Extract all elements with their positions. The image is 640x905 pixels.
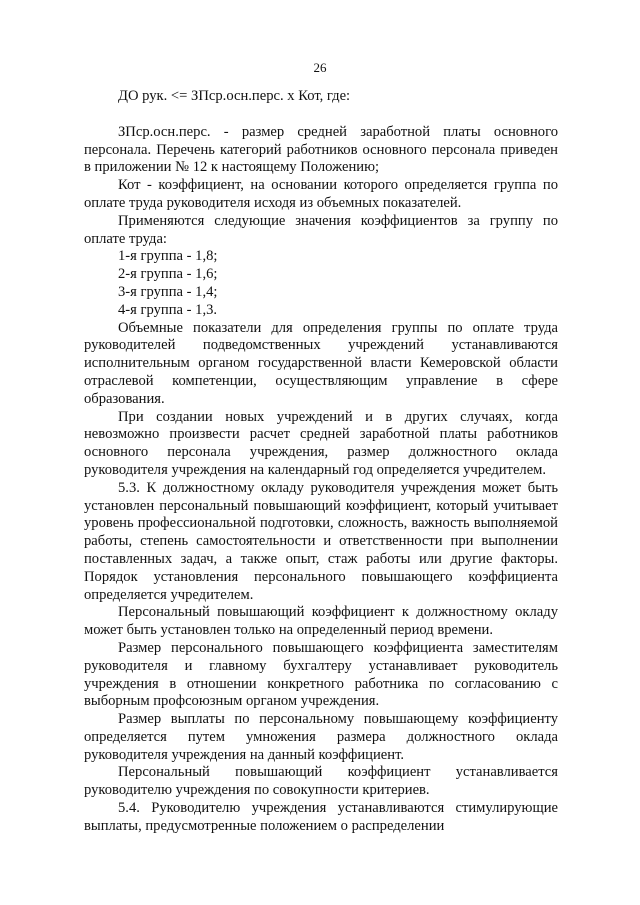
paragraph-deputies-coefficient: Размер персонального повышающего коэффициента заместителям руководителя и главному бухгалтеру устанавливает руководитель учреждения в отношении конкретного работника по согласованию с выборным профсоюзным органом учреждения. (84, 639, 558, 710)
group-item: 1-я группа - 1,8; (118, 248, 218, 265)
group-item: 4-я группа - 1,3. (118, 301, 218, 318)
paragraph-payment-size: Размер выплаты по персональному повышающему коэффициенту определяется путем умножения размера должностного оклада руководителя учреждения на данный коэффициент. (84, 711, 558, 763)
paragraph-coefficients-intro: Применяются следующие значения коэффициентов за группу по оплате труда: (84, 212, 558, 247)
group-item: 2-я группа - 1,6; (118, 266, 218, 283)
paragraph-criteria: Персональный повышающий коэффициент устанавливается руководителю учреждения по совокупности критериев. (84, 764, 558, 799)
paragraph-kot-definition: Кот - коэффициент, на основании которого определяется группа по оплате труда руководителя исходя из объемных показателей. (84, 177, 558, 211)
document-body (84, 88, 558, 836)
group-item: 3-я группа - 1,4; (118, 283, 218, 300)
paragraph-5-3: 5.3. К должностному окладу руководителя учреждения может быть установлен персональный повышающий коэффициент, который учитывает уровень профессиональной подготовки, сложность, важность выполняемой работы, степень самостоятельности и ответственности при выполнении поставленных задач, а также опыт, стаж работы или другие факторы. Порядок установления персонального повышающего коэффициента определяется учредителем. (84, 479, 558, 603)
paragraph-coefficient-period: Персональный повышающий коэффициент к должностному окладу может быть установлен только на определенный период времени. (84, 604, 558, 639)
formula-line: ДО рук. <= ЗПср.осн.перс. х Кот, где: (118, 88, 351, 104)
paragraph-zp-definition: ЗПср.осн.перс. - размер средней заработной платы основного персонала. Перечень категорий работников основного персонала приведен в приложении № 12 к настоящему Положению; (84, 123, 558, 176)
page-number: 26 (313, 60, 327, 75)
paragraph-new-institutions: При создании новых учреждений и в других случаях, когда невозможно произвести расчет средней заработной платы работников основного персонала учреждения, размер должностного оклада руководителя учреждения на календарный год определяется учредителем. (84, 408, 558, 478)
paragraph-5-4: 5.4. Руководителю учреждения устанавливаются стимулирующие выплаты, предусмотренные положением о распределении (84, 800, 558, 834)
paragraph-volume-indicators: Объемные показатели для определения группы по оплате труда руководителей подведомственных учреждений устанавливаются исполнительным органом государственной власти Кемеровской области отраслевой компетенции, осуществляющим управление в сфере образования. (84, 319, 558, 407)
